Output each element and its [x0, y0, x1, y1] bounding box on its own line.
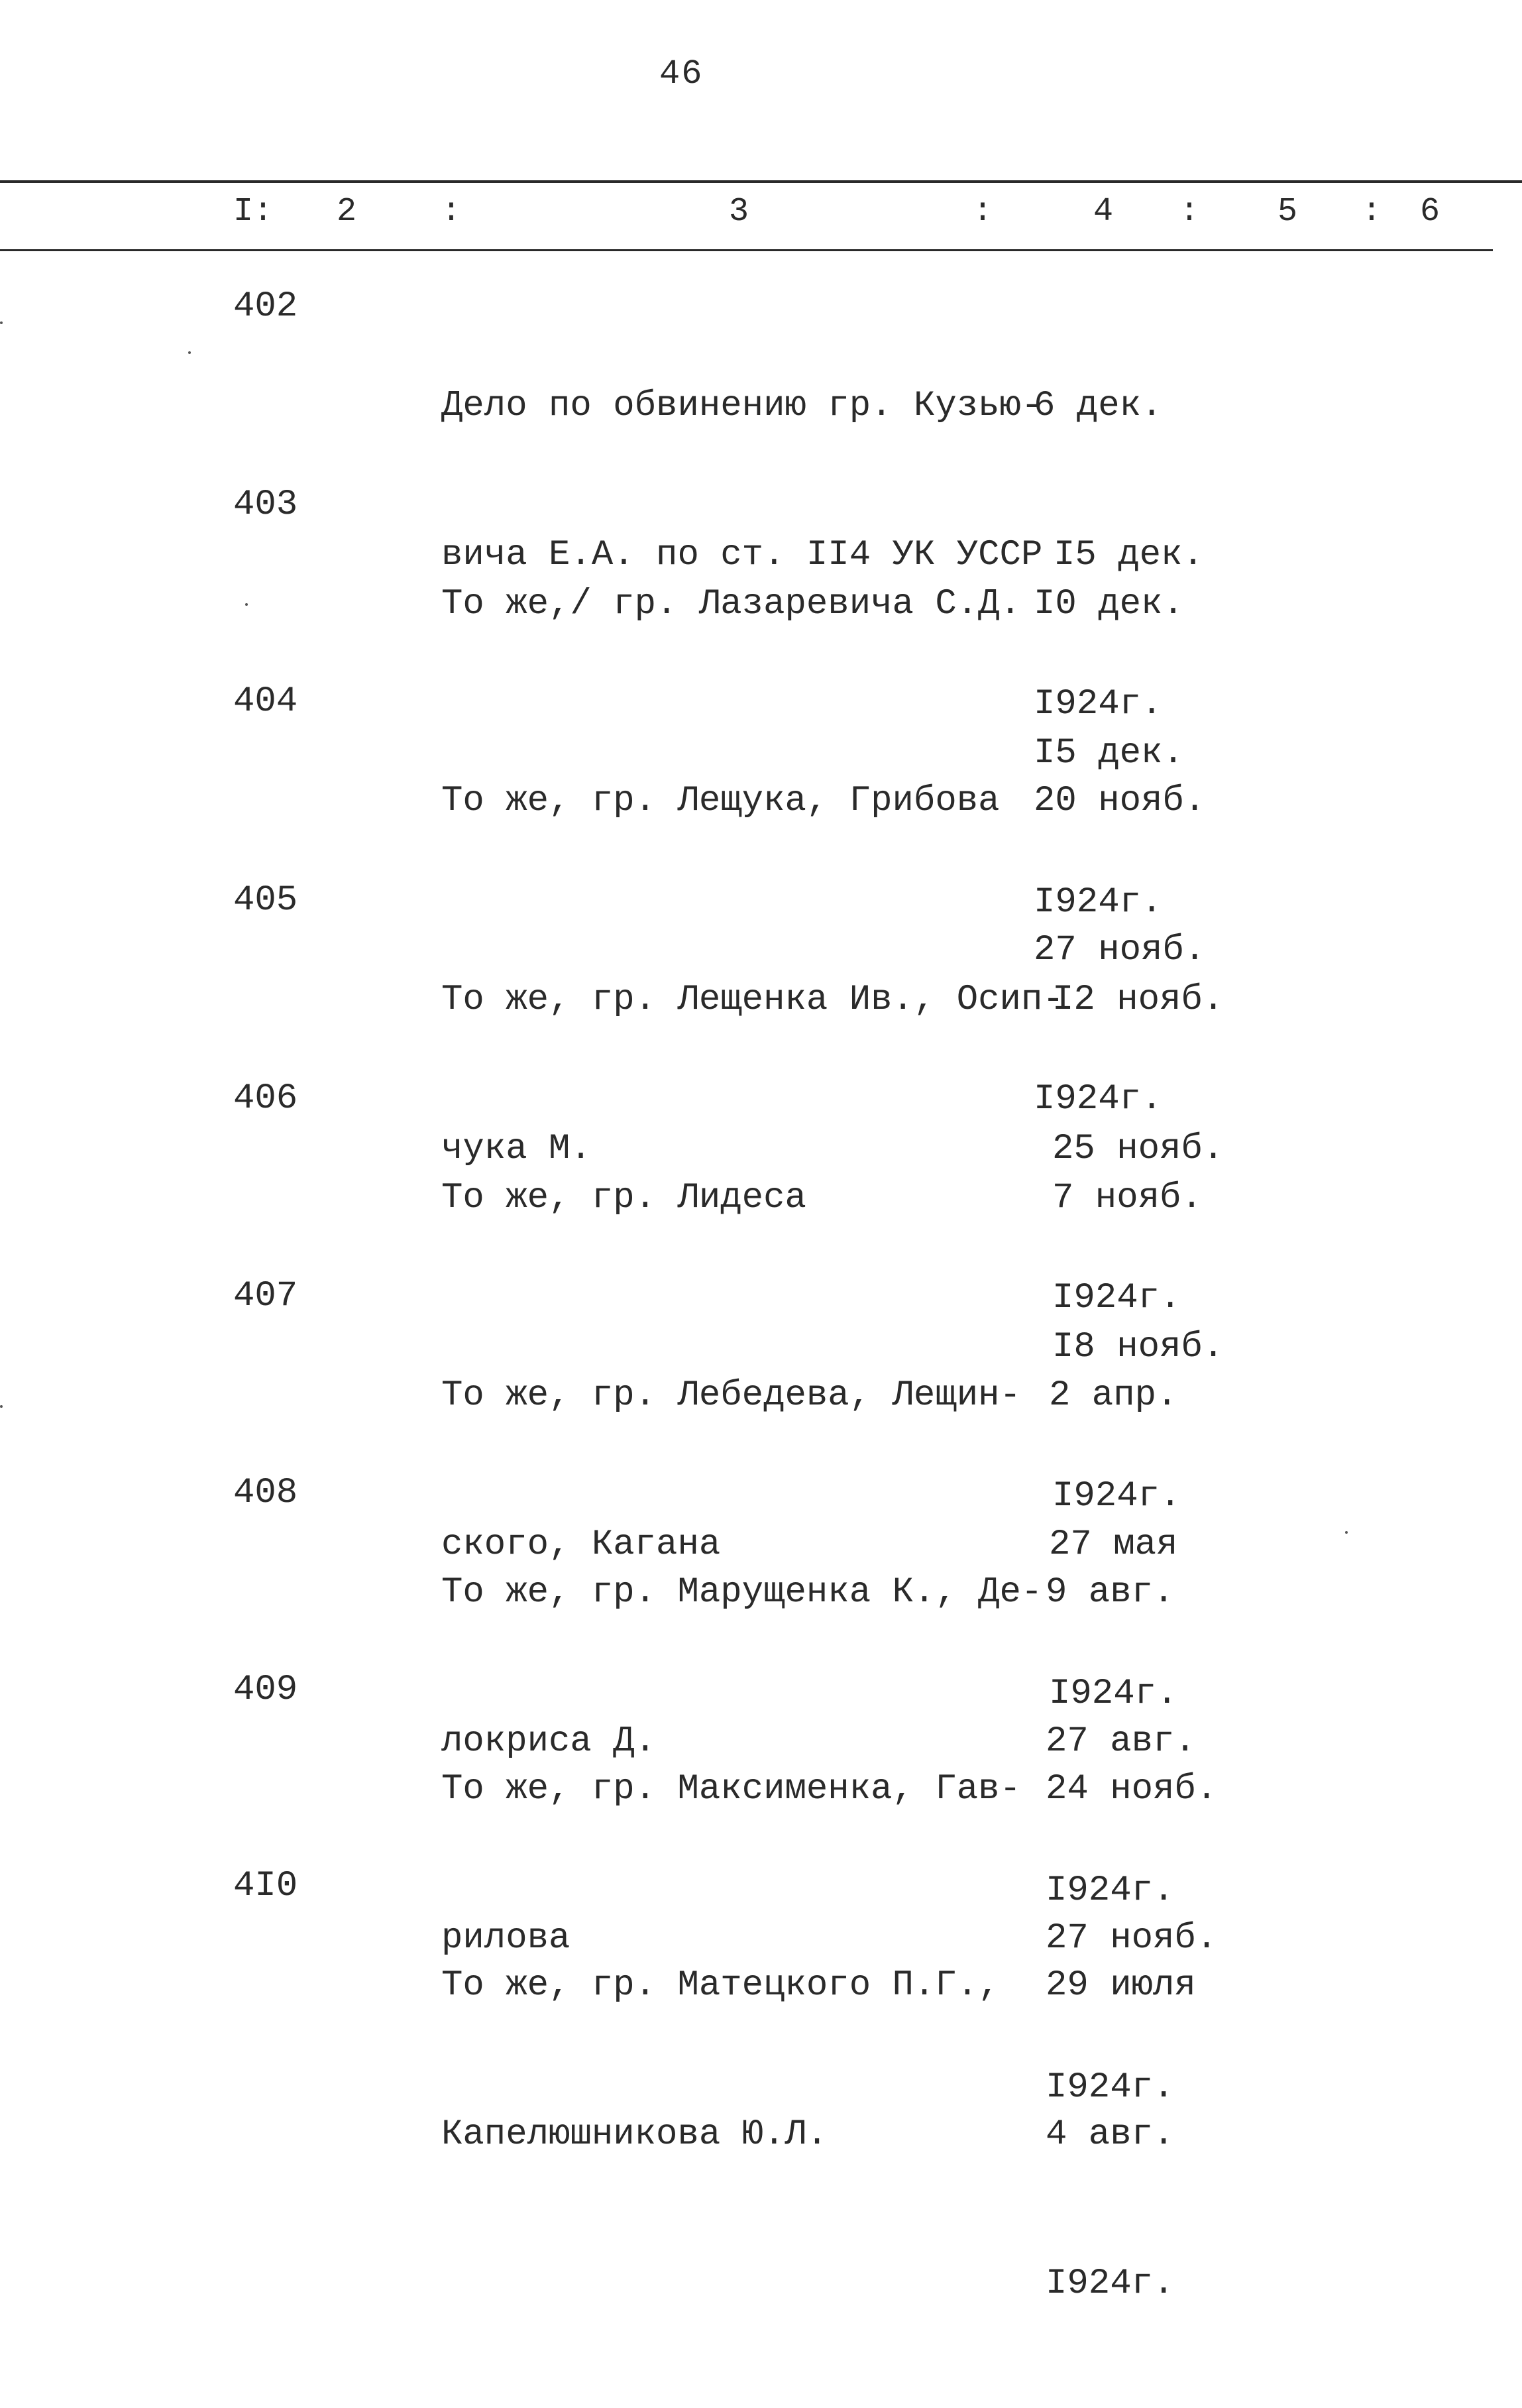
col-header-4: 4 — [1093, 193, 1114, 231]
start-date: 9 авг. — [1046, 1572, 1175, 1613]
case-number: 404 — [233, 681, 298, 722]
year: I924г. — [1046, 2067, 1175, 2108]
end-date: 27 мая — [1049, 1524, 1178, 1565]
start-date: 24 нояб. — [1046, 1769, 1218, 1809]
description-line: чука М. — [441, 1129, 592, 1169]
col-header-1: I: — [233, 193, 274, 231]
page-number: 46 — [659, 54, 704, 93]
scan-speck — [1345, 1531, 1348, 1534]
case-number: 402 — [233, 286, 298, 327]
year: I924г. — [1052, 1476, 1181, 1517]
col-separator: : — [441, 193, 462, 231]
case-number: 408 — [233, 1473, 298, 1513]
description-line: То же, гр. Лебедева, Лещин- — [441, 1375, 1021, 1416]
col-separator: : — [1179, 193, 1200, 231]
end-date: 27 нояб. — [1046, 1918, 1218, 1959]
year: I924г. — [1034, 684, 1163, 724]
scan-speck — [0, 321, 3, 324]
year: I924г. — [1049, 1674, 1178, 1714]
year: I924г. — [1046, 2264, 1175, 2304]
description-line: Капелюшникова Ю.Л. — [441, 2114, 828, 2155]
end-date: I5 дек. — [1034, 733, 1184, 774]
col-header-2: 2 — [337, 193, 357, 231]
start-date: I0 дек. — [1034, 584, 1184, 624]
year: I924г. — [1046, 1870, 1175, 1911]
start-date: 20 нояб. — [1034, 781, 1206, 821]
year: I924г. — [1034, 1079, 1163, 1119]
description-line: То же, гр. Марущенка К., Де- — [441, 1572, 1043, 1613]
case-dates — [1046, 1861, 1196, 2408]
description-line: вича Е.А. по ст. II4 УК УССР — [441, 535, 1043, 575]
scan-speck — [245, 603, 248, 606]
case-number: 409 — [233, 1670, 298, 1710]
table-row — [0, 1861, 1522, 2304]
description-line: То же, гр. Максименка, Гав- — [441, 1769, 1021, 1809]
start-date: 29 июля — [1046, 1965, 1196, 2006]
scan-speck — [188, 351, 191, 354]
case-number: 403 — [233, 485, 298, 525]
start-date: I2 нояб. — [1052, 980, 1224, 1020]
col-header-3: 3 — [729, 193, 749, 231]
description-line: рилова — [441, 1918, 571, 1959]
case-number: 405 — [233, 880, 298, 921]
col-header-5: 5 — [1277, 193, 1298, 231]
start-date: 7 нояб. — [1052, 1178, 1203, 1218]
description-line: То же,/ гр. Лазаревича С.Д. — [441, 584, 1021, 624]
header-top-rule — [0, 180, 1522, 183]
description-line: ского, Кагана — [441, 1524, 721, 1565]
end-date: 27 нояб. — [1034, 930, 1206, 970]
end-date: I8 нояб. — [1052, 1327, 1224, 1367]
start-date: 6 дек. — [1034, 386, 1163, 426]
description-line: локриса Д. — [441, 1721, 657, 1762]
case-number: 4I0 — [233, 1866, 298, 1906]
description-line: То же, гр. Лидеса — [441, 1178, 806, 1218]
description-line: То же, гр. Лещенка Ив., Осип- — [441, 980, 1064, 1020]
col-separator: : — [973, 193, 993, 231]
case-number: 406 — [233, 1078, 298, 1119]
description-line: Дело по обвинению гр. Кузью- — [441, 386, 1043, 426]
end-date: I5 дек. — [1054, 535, 1204, 575]
end-date: 25 нояб. — [1052, 1129, 1224, 1169]
col-header-6: 6 — [1420, 193, 1440, 231]
year: I924г. — [1052, 1278, 1181, 1318]
case-description — [441, 1861, 1000, 2259]
year: I924г. — [1034, 882, 1163, 923]
end-date: 4 авг. — [1046, 2114, 1175, 2155]
description-line: То же, гр. Матецкого П.Г., — [441, 1965, 1000, 2006]
scan-speck — [0, 1405, 3, 1408]
description-line: То же, гр. Лещука, Грибова — [441, 781, 1000, 821]
col-separator: : — [1362, 193, 1382, 231]
start-date: 2 апр. — [1049, 1375, 1178, 1416]
case-number: 407 — [233, 1276, 298, 1316]
header-bottom-rule — [0, 249, 1493, 251]
end-date: 27 авг. — [1046, 1721, 1196, 1762]
